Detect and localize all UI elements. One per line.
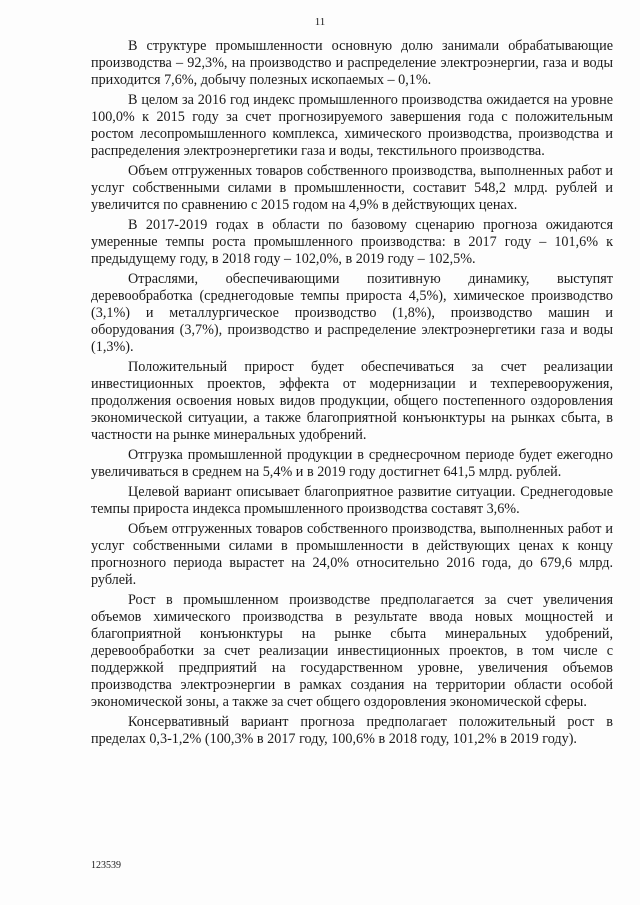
- paragraph-shipped-goods-2016: Объем отгруженных товаров собственного производства, выполненных работ и услуг собственными силами в промышленности, составит 548,2 млрд. рублей и увеличится по сравнению с 2015 годом на 4,9% в действующих ценах.: [91, 163, 613, 213]
- page-number: 11: [314, 16, 326, 28]
- paragraph-industry-structure: В структуре промышленности основную долю занимали обрабатывающие производства – 92,3%, на производство и распределение электроэнергии, газа и воды приходится 7,6%, добычу полезных ископаемых – 0,1%.: [91, 38, 613, 88]
- paragraph-target-shipped-goods: Объем отгруженных товаров собственного производства, выполненных работ и услуг собственными силами в промышленности в действующих ценах к концу прогнозного периода вырастет на 24,0% относительно 2016 года, до 679,6 млрд. рублей.: [91, 521, 613, 588]
- paragraph-shipment-forecast: Отгрузка промышленной продукции в среднесрочном периоде будет ежегодно увеличиваться в среднем на 5,4% и в 2019 году достигнет 641,5 млрд. рублей.: [91, 447, 613, 480]
- paragraph-growth-drivers: Положительный прирост будет обеспечиваться за счет реализации инвестиционных проектов, эффекта от модернизации и техперевооружения, продолжения освоения новых видов продукции, общего постепенного оздоровления экономической ситуации, а также благоприятной конъюнктуры на рынках сбыта, в частности на рынке минеральных удобрений.: [91, 359, 613, 443]
- paragraph-target-variant: Целевой вариант описывает благоприятное развитие ситуации. Среднегодовые темпы прироста индекса промышленного производства составят 3,6%.: [91, 484, 613, 517]
- paragraph-target-growth-drivers: Рост в промышленном производстве предполагается за счет увеличения объемов химического производства в результате ввода новых мощностей и благоприятной конъюнктуры на рынке сбыта минеральных удобрений, деревообработки за счет реализации инвестиционных проектов, в том числе с поддержкой предприятий на государственном уровне, увеличения объемов производства электроэнергии в рамках создания на территории области особой экономической зоны, а также за счет общего оздоровления экономической сферы.: [91, 592, 613, 710]
- document-body: [91, 38, 613, 748]
- paragraph-growth-sectors: Отраслями, обеспечивающими позитивную динамику, выступят деревообработка (среднегодовые темпы прироста 4,5%), химическое производство (3,1%) и металлургическое производство (1,8%), производство машин и оборудования (3,7%), производство и распределение электроэнергетики газа и воды (1,3%).: [91, 271, 613, 355]
- footer-document-code: 123539: [91, 860, 121, 871]
- paragraph-conservative-variant: Консервативный вариант прогноза предполагает положительный рост в пределах 0,3-1,2% (100,3% в 2017 году, 100,6% в 2018 году, 101,2% в 2019 году).: [91, 714, 613, 747]
- paragraph-base-scenario: В 2017-2019 годах в области по базовому сценарию прогноза ожидаются умеренные темпы роста промышленного производства: в 2017 году – 101,6% к предыдущему году, в 2018 году – 102,0%, в 2019 году – 102,5%.: [91, 217, 613, 267]
- paragraph-2016-index: В целом за 2016 год индекс промышленного производства ожидается на уровне 100,0% к 2015 году за счет прогнозируемого завершения года с положительным ростом лесопромышленного комплекса, химического производства, производства и распределения электроэнергетики газа и воды, текстильного производства.: [91, 92, 613, 159]
